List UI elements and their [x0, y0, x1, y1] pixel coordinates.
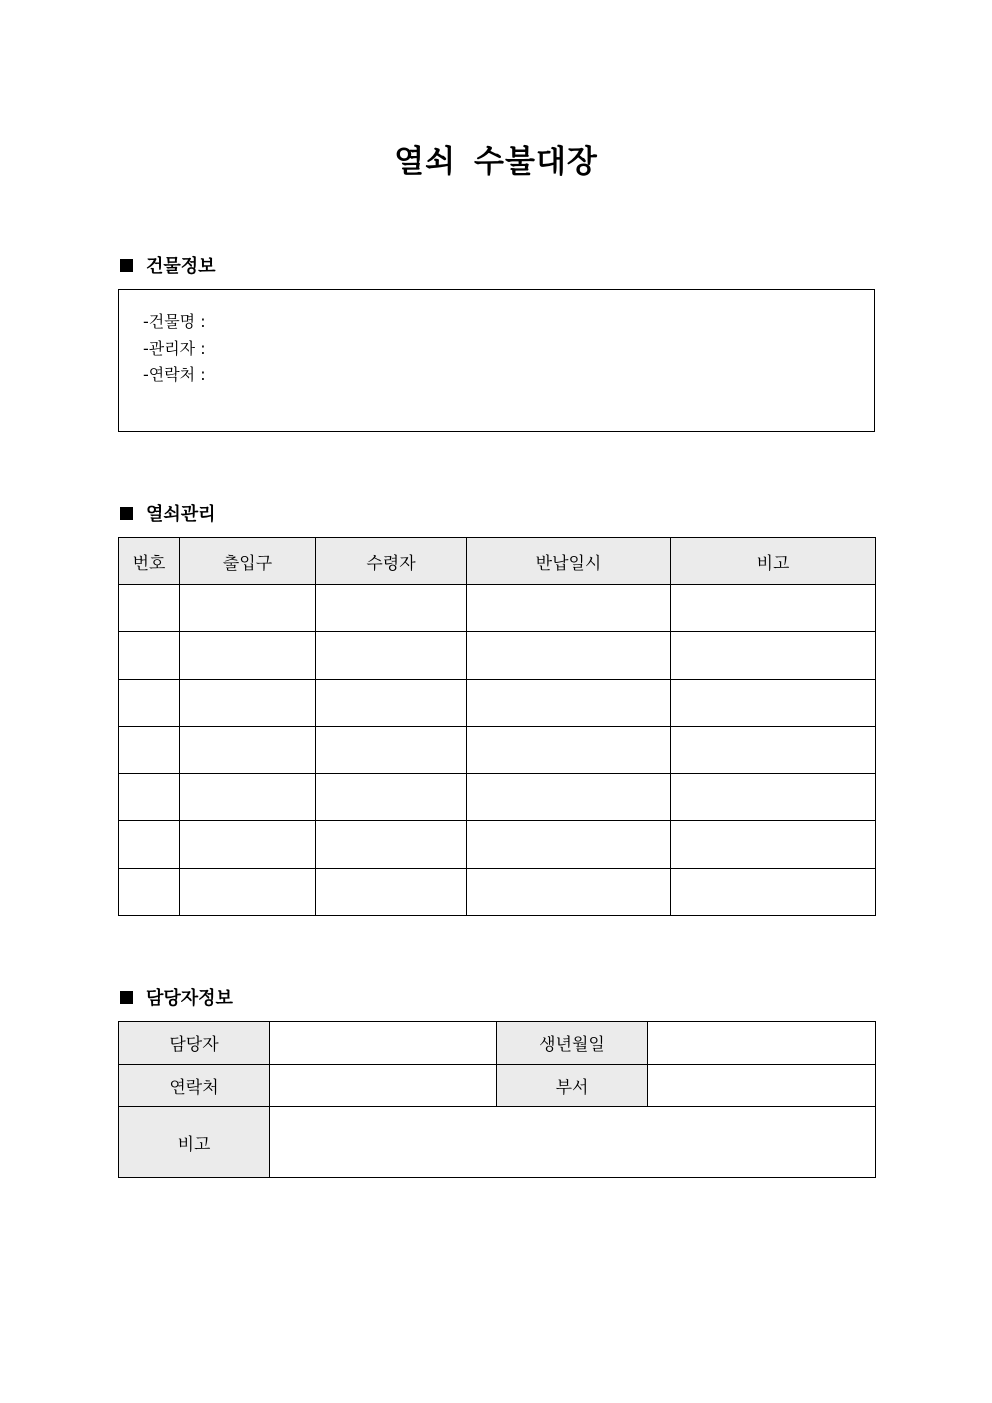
table-cell[interactable] — [467, 632, 671, 679]
table-row — [119, 774, 876, 821]
table-cell[interactable] — [316, 774, 467, 821]
contact-value-cell[interactable] — [270, 1064, 497, 1107]
page-title: 열쇠 수불대장 — [394, 144, 598, 180]
table-row — [119, 1022, 876, 1065]
table-cell[interactable] — [467, 726, 671, 773]
square-bullet-icon — [120, 507, 133, 520]
table-cell[interactable] — [119, 774, 180, 821]
table-cell[interactable] — [119, 679, 180, 726]
table-cell[interactable] — [180, 868, 316, 915]
manager-value-cell[interactable] — [270, 1022, 497, 1065]
building-contact-line: -연락처 : — [143, 365, 206, 384]
table-row — [119, 1107, 876, 1178]
column-header-return-datetime: 반납일시 — [467, 538, 671, 585]
remarks-label: 비고 — [119, 1107, 270, 1178]
table-cell[interactable] — [316, 632, 467, 679]
table-cell[interactable] — [467, 821, 671, 868]
building-info-box — [118, 289, 875, 432]
table-cell[interactable] — [671, 632, 876, 679]
table-row — [119, 821, 876, 868]
table-cell[interactable] — [119, 821, 180, 868]
department-value-cell[interactable] — [648, 1064, 876, 1107]
table-cell[interactable] — [467, 868, 671, 915]
table-cell[interactable] — [316, 868, 467, 915]
staff-info-heading: 담당자정보 — [118, 985, 233, 1009]
table-cell[interactable] — [467, 679, 671, 726]
table-cell[interactable] — [316, 726, 467, 773]
table-cell[interactable] — [316, 585, 467, 632]
table-cell[interactable] — [671, 821, 876, 868]
table-cell[interactable] — [180, 585, 316, 632]
table-cell[interactable] — [316, 821, 467, 868]
table-cell[interactable] — [180, 774, 316, 821]
table-cell[interactable] — [671, 726, 876, 773]
table-cell[interactable] — [119, 868, 180, 915]
column-header-number: 번호 — [119, 538, 180, 585]
table-cell[interactable] — [671, 585, 876, 632]
table-cell[interactable] — [316, 679, 467, 726]
table-row — [119, 679, 876, 726]
column-header-entrance: 출입구 — [180, 538, 316, 585]
building-info-heading: 건물정보 — [118, 253, 216, 277]
key-management-heading: 열쇠관리 — [118, 501, 216, 525]
table-cell[interactable] — [119, 585, 180, 632]
key-management-table — [118, 537, 876, 916]
table-row — [119, 868, 876, 915]
table-cell[interactable] — [671, 774, 876, 821]
staff-info-table — [118, 1021, 876, 1178]
department-label: 부서 — [497, 1064, 648, 1107]
table-cell[interactable] — [467, 585, 671, 632]
table-cell[interactable] — [180, 632, 316, 679]
square-bullet-icon — [120, 259, 133, 272]
column-header-remarks: 비고 — [671, 538, 876, 585]
table-cell[interactable] — [180, 726, 316, 773]
table-row — [119, 1064, 876, 1107]
column-header-recipient: 수령자 — [316, 538, 467, 585]
table-cell[interactable] — [671, 679, 876, 726]
table-cell[interactable] — [671, 868, 876, 915]
table-cell[interactable] — [467, 774, 671, 821]
table-cell[interactable] — [180, 679, 316, 726]
table-row — [119, 585, 876, 632]
table-cell[interactable] — [119, 632, 180, 679]
table-header-row — [119, 538, 876, 585]
table-row — [119, 632, 876, 679]
contact-label: 연락처 — [119, 1064, 270, 1107]
manager-label: 담당자 — [119, 1022, 270, 1065]
birthdate-value-cell[interactable] — [648, 1022, 876, 1065]
birthdate-label: 생년월일 — [497, 1022, 648, 1065]
table-cell[interactable] — [180, 821, 316, 868]
building-name-line: -건물명 : — [143, 312, 206, 331]
building-manager-line: -관리자 : — [143, 338, 206, 358]
remarks-value-cell[interactable] — [270, 1107, 876, 1178]
table-cell[interactable] — [119, 726, 180, 773]
square-bullet-icon — [120, 991, 133, 1004]
table-row — [119, 726, 876, 773]
